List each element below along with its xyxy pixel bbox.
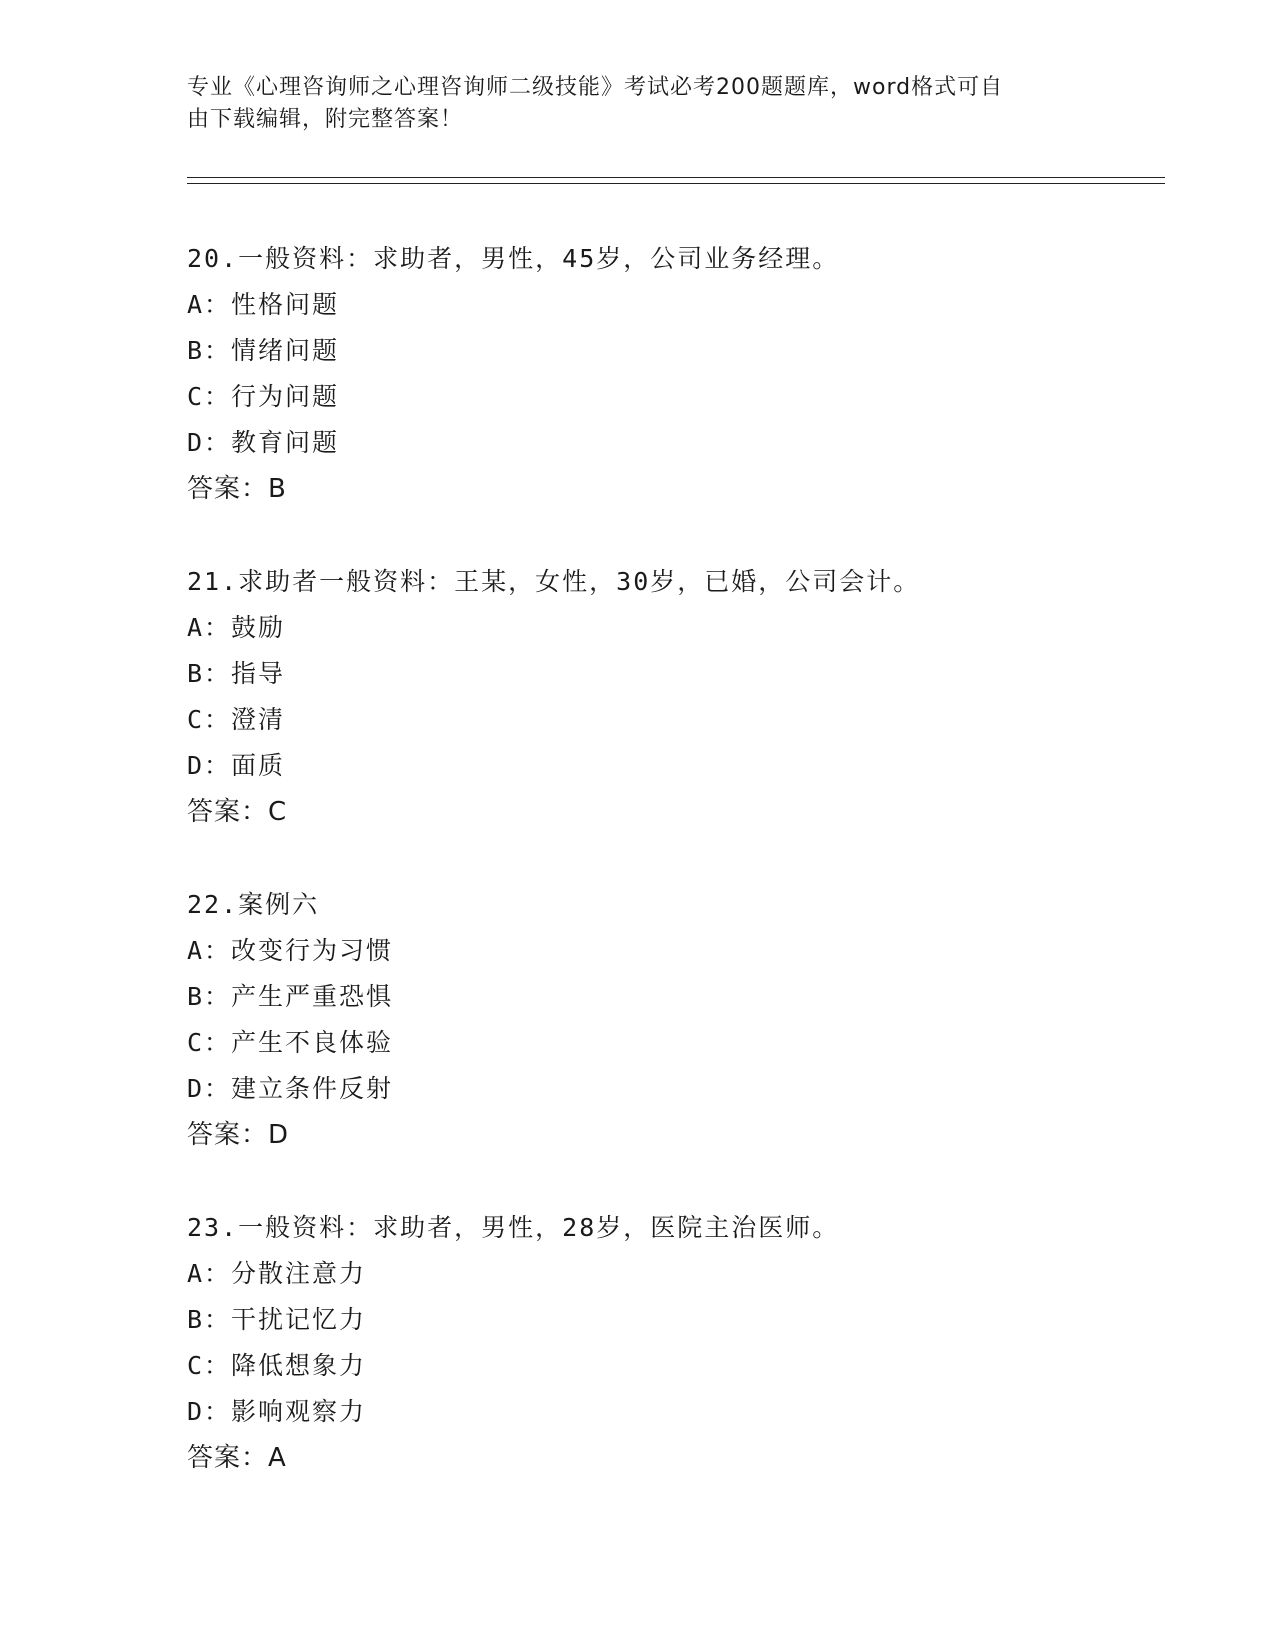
option-b: B：情绪问题	[187, 336, 340, 365]
header-divider-top	[187, 177, 1165, 178]
answer-line: 答案：D	[187, 1120, 290, 1150]
answer-line: 答案：B	[187, 474, 287, 504]
option-c: C：行为问题	[187, 382, 340, 411]
option-a: A：改变行为习惯	[187, 936, 394, 965]
option-a: A：分散注意力	[187, 1259, 367, 1288]
document-header	[187, 72, 1067, 136]
question-20	[187, 236, 1147, 512]
option-c: C：降低想象力	[187, 1351, 367, 1380]
answer-line: 答案：A	[187, 1443, 287, 1473]
question-22	[187, 882, 1147, 1158]
question-list	[187, 236, 1147, 1481]
option-d: D：影响观察力	[187, 1397, 367, 1426]
question-stem: 23.一般资料：求助者，男性，28岁，医院主治医师。	[187, 1213, 840, 1242]
option-c: C：澄清	[187, 705, 286, 734]
question-23	[187, 1205, 1147, 1481]
header-divider-bottom	[187, 183, 1165, 184]
question-stem: 22.案例六	[187, 890, 320, 919]
option-d: D：建立条件反射	[187, 1074, 394, 1103]
question-stem: 21.求助者一般资料：王某，女性，30岁，已婚，公司会计。	[187, 567, 921, 596]
question-stem: 20.一般资料：求助者，男性，45岁，公司业务经理。	[187, 244, 840, 273]
header-line-2: 由下载编辑，附完整答案！	[187, 107, 464, 132]
option-b: B：产生严重恐惧	[187, 982, 394, 1011]
option-d: D：面质	[187, 751, 286, 780]
option-b: B：指导	[187, 659, 286, 688]
option-b: B：干扰记忆力	[187, 1305, 367, 1334]
answer-line: 答案：C	[187, 797, 288, 827]
option-a: A：鼓励	[187, 613, 286, 642]
option-c: C：产生不良体验	[187, 1028, 394, 1057]
question-21	[187, 559, 1147, 835]
header-line-1: 专业《心理咨询师之心理咨询师二级技能》考试必考200题题库，word格式可自	[187, 75, 1004, 100]
option-a: A：性格问题	[187, 290, 340, 319]
option-d: D：教育问题	[187, 428, 340, 457]
